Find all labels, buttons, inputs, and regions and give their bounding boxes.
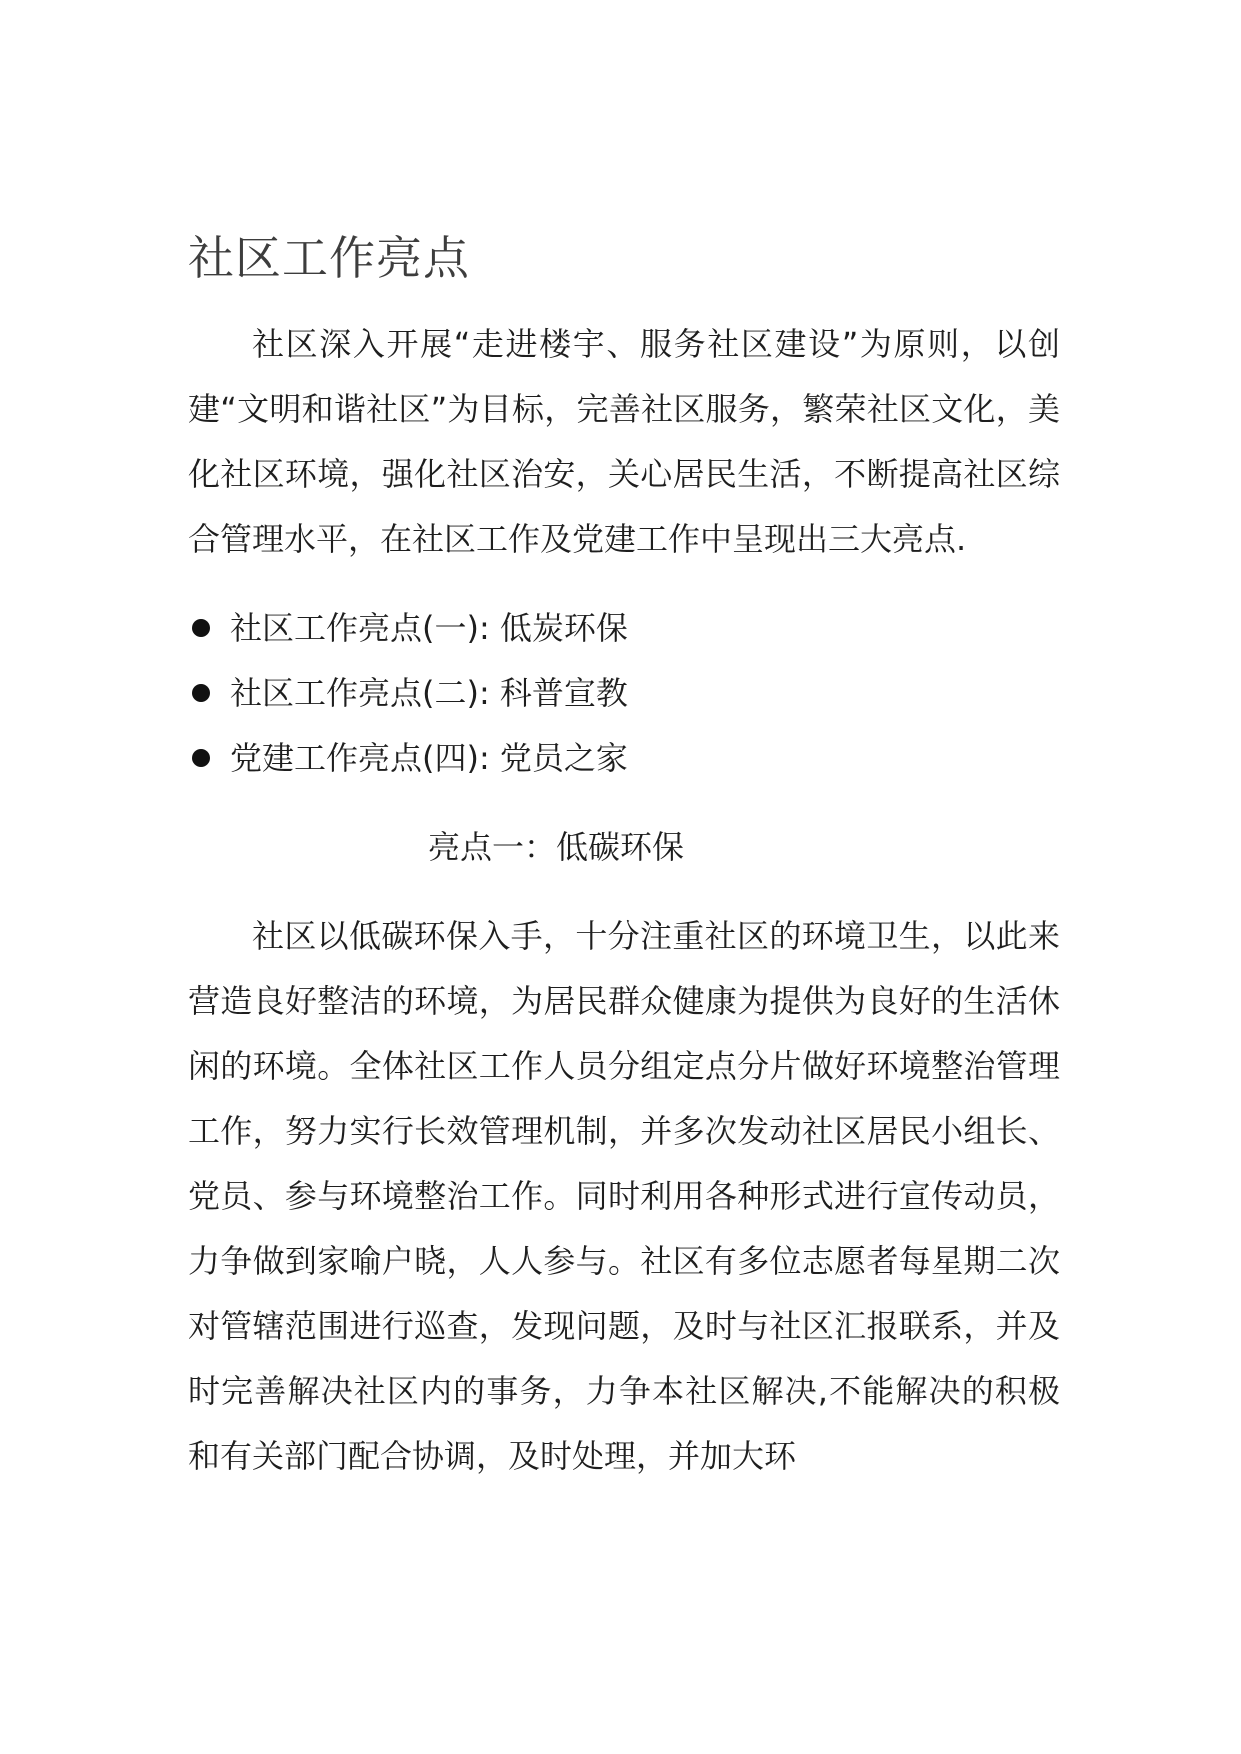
document-title: 社区工作亮点 bbox=[188, 231, 470, 285]
intro-paragraph: 社区深入开展“走进楼宇、服务社区建设”为原则，以创建“文明和谐社区”为目标，完善社区服务，繁荣社区文化，美化社区环境，强化社区治安，关心居民生活，不断提高社区综合管理水平，在社区工作及党建工作中呈现出三大亮点. bbox=[188, 325, 1060, 558]
section-paragraph: 社区以低碳环保入手，十分注重社区的环境卫生，以此来营造良好整洁的环境，为居民群众健康为提供为良好的生活休闲的环境。全体社区工作人员分组定点分片做好环境整治管理工作，努力实行长效管理机制，并多次发动社区居民小组长、党员、参与环境整治工作。同时利用各种形式进行宣传动员，力争做到家喻户晓，人人参与。社区有多位志愿者每星期二次对管辖范围进行巡查，发现问题，及时与社区汇报联系，并及时完善解决社区内的事务，力争本社区解决,不能解决的积极和有关部门配合协调，及时处理，并加大环 bbox=[188, 917, 1060, 1475]
bullet-icon bbox=[192, 684, 210, 702]
list-item-label: 社区工作亮点(二): 科普宣教 bbox=[230, 674, 628, 712]
section-heading: 亮点一：低碳环保 bbox=[428, 828, 685, 866]
list-item-label: 党建工作亮点(四): 党员之家 bbox=[230, 739, 628, 777]
list-item-label: 社区工作亮点(一): 低炭环保 bbox=[230, 609, 628, 647]
list-item bbox=[188, 661, 1060, 726]
document-body bbox=[188, 228, 1060, 1489]
list-item bbox=[188, 726, 1060, 791]
bullet-icon bbox=[192, 619, 210, 637]
list-item bbox=[188, 596, 1060, 661]
highlights-list bbox=[188, 596, 1060, 791]
bullet-icon bbox=[192, 749, 210, 767]
